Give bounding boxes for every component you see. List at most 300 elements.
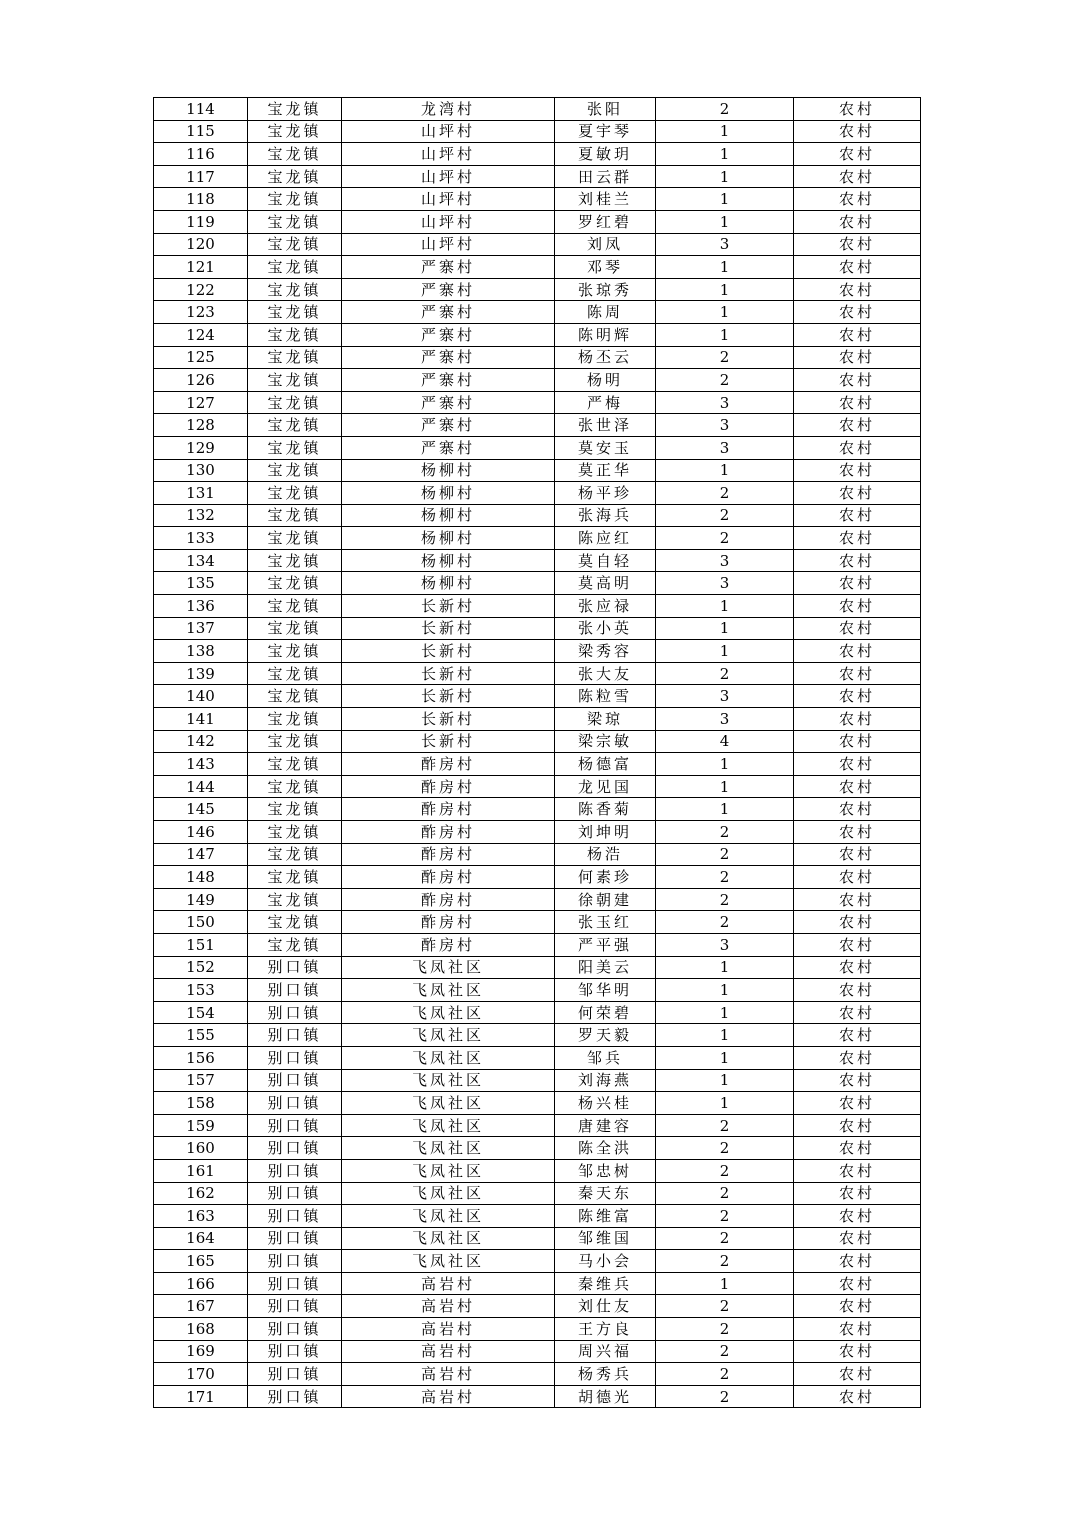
count-cell: 1 xyxy=(656,1272,794,1295)
count-cell: 4 xyxy=(656,730,794,753)
town-cell: 宝龙镇 xyxy=(248,595,342,618)
area-type-cell: 农村 xyxy=(794,256,921,279)
table-row xyxy=(154,572,921,595)
town-cell: 别口镇 xyxy=(248,1363,342,1386)
table-row xyxy=(154,1227,921,1250)
area-type-cell: 农村 xyxy=(794,572,921,595)
name-cell: 王方良 xyxy=(555,1318,656,1341)
table-row xyxy=(154,1092,921,1115)
town-cell: 别口镇 xyxy=(248,1137,342,1160)
town-cell: 宝龙镇 xyxy=(248,346,342,369)
area-type-cell: 农村 xyxy=(794,1092,921,1115)
name-cell: 何素珍 xyxy=(555,866,656,889)
name-cell: 严平强 xyxy=(555,933,656,956)
area-type-cell: 农村 xyxy=(794,730,921,753)
town-cell: 宝龙镇 xyxy=(248,821,342,844)
table-row xyxy=(154,1001,921,1024)
count-cell: 3 xyxy=(656,436,794,459)
table-row xyxy=(154,595,921,618)
town-cell: 宝龙镇 xyxy=(248,369,342,392)
area-type-cell: 农村 xyxy=(794,143,921,166)
name-cell: 刘凤 xyxy=(555,233,656,256)
area-type-cell: 农村 xyxy=(794,1046,921,1069)
town-cell: 宝龙镇 xyxy=(248,866,342,889)
area-type-cell: 农村 xyxy=(794,640,921,663)
area-type-cell: 农村 xyxy=(794,278,921,301)
village-cell: 杨柳村 xyxy=(342,572,555,595)
row-number-cell: 153 xyxy=(154,979,248,1002)
count-cell: 1 xyxy=(656,143,794,166)
village-cell: 酢房村 xyxy=(342,821,555,844)
village-cell: 飞凤社区 xyxy=(342,1182,555,1205)
table-row xyxy=(154,346,921,369)
count-cell: 2 xyxy=(656,1318,794,1341)
town-cell: 宝龙镇 xyxy=(248,911,342,934)
town-cell: 宝龙镇 xyxy=(248,549,342,572)
count-cell: 2 xyxy=(656,1363,794,1386)
row-number-cell: 159 xyxy=(154,1114,248,1137)
village-cell: 酢房村 xyxy=(342,753,555,776)
area-type-cell: 农村 xyxy=(794,821,921,844)
table-row xyxy=(154,753,921,776)
table-row xyxy=(154,165,921,188)
row-number-cell: 146 xyxy=(154,821,248,844)
row-number-cell: 114 xyxy=(154,98,248,121)
count-cell: 1 xyxy=(656,188,794,211)
row-number-cell: 127 xyxy=(154,391,248,414)
row-number-cell: 124 xyxy=(154,323,248,346)
area-type-cell: 农村 xyxy=(794,1205,921,1228)
area-type-cell: 农村 xyxy=(794,1182,921,1205)
area-type-cell: 农村 xyxy=(794,504,921,527)
count-cell: 1 xyxy=(656,278,794,301)
name-cell: 夏宇琴 xyxy=(555,120,656,143)
name-cell: 刘桂兰 xyxy=(555,188,656,211)
table-row xyxy=(154,843,921,866)
count-cell: 2 xyxy=(656,1182,794,1205)
town-cell: 宝龙镇 xyxy=(248,482,342,505)
table-row xyxy=(154,1046,921,1069)
town-cell: 别口镇 xyxy=(248,1182,342,1205)
name-cell: 徐朝建 xyxy=(555,888,656,911)
count-cell: 3 xyxy=(656,414,794,437)
area-type-cell: 农村 xyxy=(794,933,921,956)
row-number-cell: 147 xyxy=(154,843,248,866)
row-number-cell: 142 xyxy=(154,730,248,753)
area-type-cell: 农村 xyxy=(794,1272,921,1295)
row-number-cell: 122 xyxy=(154,278,248,301)
count-cell: 2 xyxy=(656,346,794,369)
table-row xyxy=(154,1205,921,1228)
table-row xyxy=(154,1182,921,1205)
count-cell: 2 xyxy=(656,1385,794,1408)
village-cell: 严寨村 xyxy=(342,301,555,324)
village-cell: 长新村 xyxy=(342,640,555,663)
row-number-cell: 158 xyxy=(154,1092,248,1115)
village-cell: 飞凤社区 xyxy=(342,979,555,1002)
row-number-cell: 117 xyxy=(154,165,248,188)
table-row xyxy=(154,504,921,527)
village-cell: 飞凤社区 xyxy=(342,1205,555,1228)
count-cell: 3 xyxy=(656,391,794,414)
name-cell: 邹忠树 xyxy=(555,1159,656,1182)
village-cell: 杨柳村 xyxy=(342,504,555,527)
area-type-cell: 农村 xyxy=(794,391,921,414)
village-cell: 山坪村 xyxy=(342,188,555,211)
area-type-cell: 农村 xyxy=(794,753,921,776)
table-row xyxy=(154,1114,921,1137)
count-cell: 2 xyxy=(656,504,794,527)
count-cell: 1 xyxy=(656,595,794,618)
table-row xyxy=(154,1024,921,1047)
table-row xyxy=(154,617,921,640)
count-cell: 1 xyxy=(656,165,794,188)
row-number-cell: 151 xyxy=(154,933,248,956)
town-cell: 宝龙镇 xyxy=(248,210,342,233)
row-number-cell: 150 xyxy=(154,911,248,934)
name-cell: 严梅 xyxy=(555,391,656,414)
area-type-cell: 农村 xyxy=(794,911,921,934)
count-cell: 2 xyxy=(656,866,794,889)
row-number-cell: 165 xyxy=(154,1250,248,1273)
count-cell: 1 xyxy=(656,1024,794,1047)
town-cell: 宝龙镇 xyxy=(248,323,342,346)
village-cell: 酢房村 xyxy=(342,888,555,911)
name-cell: 莫正华 xyxy=(555,459,656,482)
count-cell: 1 xyxy=(656,301,794,324)
town-cell: 宝龙镇 xyxy=(248,233,342,256)
town-cell: 别口镇 xyxy=(248,1159,342,1182)
village-cell: 长新村 xyxy=(342,730,555,753)
village-cell: 飞凤社区 xyxy=(342,1046,555,1069)
town-cell: 宝龙镇 xyxy=(248,572,342,595)
row-number-cell: 169 xyxy=(154,1340,248,1363)
row-number-cell: 167 xyxy=(154,1295,248,1318)
village-cell: 飞凤社区 xyxy=(342,1092,555,1115)
area-type-cell: 农村 xyxy=(794,1137,921,1160)
village-cell: 山坪村 xyxy=(342,165,555,188)
village-cell: 高岩村 xyxy=(342,1272,555,1295)
village-cell: 杨柳村 xyxy=(342,482,555,505)
table-row xyxy=(154,1272,921,1295)
count-cell: 2 xyxy=(656,843,794,866)
village-cell: 长新村 xyxy=(342,617,555,640)
name-cell: 莫高明 xyxy=(555,572,656,595)
area-type-cell: 农村 xyxy=(794,979,921,1002)
name-cell: 刘坤明 xyxy=(555,821,656,844)
area-type-cell: 农村 xyxy=(794,414,921,437)
village-cell: 长新村 xyxy=(342,708,555,731)
name-cell: 张阳 xyxy=(555,98,656,121)
town-cell: 宝龙镇 xyxy=(248,391,342,414)
table-row xyxy=(154,256,921,279)
count-cell: 2 xyxy=(656,98,794,121)
town-cell: 宝龙镇 xyxy=(248,459,342,482)
name-cell: 莫安玉 xyxy=(555,436,656,459)
town-cell: 别口镇 xyxy=(248,1250,342,1273)
count-cell: 2 xyxy=(656,369,794,392)
name-cell: 莫自轻 xyxy=(555,549,656,572)
town-cell: 宝龙镇 xyxy=(248,617,342,640)
table-row xyxy=(154,459,921,482)
row-number-cell: 154 xyxy=(154,1001,248,1024)
table-row xyxy=(154,1159,921,1182)
row-number-cell: 143 xyxy=(154,753,248,776)
village-cell: 飞凤社区 xyxy=(342,1159,555,1182)
row-number-cell: 164 xyxy=(154,1227,248,1250)
name-cell: 杨丕云 xyxy=(555,346,656,369)
row-number-cell: 141 xyxy=(154,708,248,731)
town-cell: 宝龙镇 xyxy=(248,165,342,188)
table-row xyxy=(154,1340,921,1363)
table-row xyxy=(154,821,921,844)
table-row xyxy=(154,956,921,979)
area-type-cell: 农村 xyxy=(794,301,921,324)
area-type-cell: 农村 xyxy=(794,595,921,618)
name-cell: 罗天毅 xyxy=(555,1024,656,1047)
name-cell: 邹兵 xyxy=(555,1046,656,1069)
count-cell: 2 xyxy=(656,821,794,844)
row-number-cell: 140 xyxy=(154,685,248,708)
row-number-cell: 144 xyxy=(154,775,248,798)
village-cell: 山坪村 xyxy=(342,143,555,166)
name-cell: 张世泽 xyxy=(555,414,656,437)
row-number-cell: 149 xyxy=(154,888,248,911)
name-cell: 邓琴 xyxy=(555,256,656,279)
area-type-cell: 农村 xyxy=(794,775,921,798)
table-row xyxy=(154,323,921,346)
count-cell: 2 xyxy=(656,1250,794,1273)
village-cell: 严寨村 xyxy=(342,323,555,346)
town-cell: 宝龙镇 xyxy=(248,888,342,911)
count-cell: 1 xyxy=(656,1046,794,1069)
row-number-cell: 171 xyxy=(154,1385,248,1408)
count-cell: 2 xyxy=(656,1227,794,1250)
row-number-cell: 139 xyxy=(154,662,248,685)
name-cell: 杨明 xyxy=(555,369,656,392)
village-cell: 严寨村 xyxy=(342,278,555,301)
area-type-cell: 农村 xyxy=(794,866,921,889)
count-cell: 2 xyxy=(656,482,794,505)
table-row xyxy=(154,143,921,166)
village-cell: 高岩村 xyxy=(342,1340,555,1363)
row-number-cell: 170 xyxy=(154,1363,248,1386)
count-cell: 2 xyxy=(656,1114,794,1137)
count-cell: 1 xyxy=(656,979,794,1002)
town-cell: 别口镇 xyxy=(248,1295,342,1318)
name-cell: 陈维富 xyxy=(555,1205,656,1228)
town-cell: 别口镇 xyxy=(248,1227,342,1250)
village-cell: 严寨村 xyxy=(342,414,555,437)
roster-body xyxy=(154,98,921,1408)
area-type-cell: 农村 xyxy=(794,233,921,256)
count-cell: 2 xyxy=(656,527,794,550)
village-cell: 长新村 xyxy=(342,685,555,708)
village-cell: 飞凤社区 xyxy=(342,1069,555,1092)
row-number-cell: 133 xyxy=(154,527,248,550)
village-cell: 杨柳村 xyxy=(342,459,555,482)
name-cell: 夏敏玥 xyxy=(555,143,656,166)
table-row xyxy=(154,1363,921,1386)
table-row xyxy=(154,979,921,1002)
name-cell: 杨秀兵 xyxy=(555,1363,656,1386)
name-cell: 田云群 xyxy=(555,165,656,188)
town-cell: 别口镇 xyxy=(248,1001,342,1024)
count-cell: 2 xyxy=(656,662,794,685)
area-type-cell: 农村 xyxy=(794,346,921,369)
table-row xyxy=(154,188,921,211)
village-cell: 飞凤社区 xyxy=(342,1227,555,1250)
town-cell: 宝龙镇 xyxy=(248,640,342,663)
name-cell: 张应禄 xyxy=(555,595,656,618)
name-cell: 张玉红 xyxy=(555,911,656,934)
count-cell: 2 xyxy=(656,888,794,911)
village-cell: 酢房村 xyxy=(342,843,555,866)
town-cell: 宝龙镇 xyxy=(248,685,342,708)
name-cell: 梁琼 xyxy=(555,708,656,731)
row-number-cell: 121 xyxy=(154,256,248,279)
area-type-cell: 农村 xyxy=(794,708,921,731)
area-type-cell: 农村 xyxy=(794,1114,921,1137)
table-row xyxy=(154,391,921,414)
row-number-cell: 155 xyxy=(154,1024,248,1047)
village-cell: 飞凤社区 xyxy=(342,956,555,979)
area-type-cell: 农村 xyxy=(794,1250,921,1273)
table-row xyxy=(154,1137,921,1160)
count-cell: 2 xyxy=(656,1295,794,1318)
town-cell: 宝龙镇 xyxy=(248,843,342,866)
row-number-cell: 128 xyxy=(154,414,248,437)
table-row xyxy=(154,482,921,505)
count-cell: 2 xyxy=(656,911,794,934)
area-type-cell: 农村 xyxy=(794,843,921,866)
town-cell: 别口镇 xyxy=(248,1024,342,1047)
table-row xyxy=(154,301,921,324)
town-cell: 宝龙镇 xyxy=(248,730,342,753)
count-cell: 1 xyxy=(656,753,794,776)
name-cell: 邹维国 xyxy=(555,1227,656,1250)
table-row xyxy=(154,1250,921,1273)
count-cell: 1 xyxy=(656,1069,794,1092)
town-cell: 别口镇 xyxy=(248,956,342,979)
name-cell: 周兴福 xyxy=(555,1340,656,1363)
village-cell: 严寨村 xyxy=(342,256,555,279)
count-cell: 1 xyxy=(656,956,794,979)
row-number-cell: 135 xyxy=(154,572,248,595)
count-cell: 1 xyxy=(656,459,794,482)
village-cell: 高岩村 xyxy=(342,1363,555,1386)
name-cell: 陈应红 xyxy=(555,527,656,550)
row-number-cell: 162 xyxy=(154,1182,248,1205)
table-row xyxy=(154,888,921,911)
area-type-cell: 农村 xyxy=(794,323,921,346)
row-number-cell: 126 xyxy=(154,369,248,392)
town-cell: 宝龙镇 xyxy=(248,278,342,301)
table-row xyxy=(154,527,921,550)
name-cell: 阳美云 xyxy=(555,956,656,979)
table-row xyxy=(154,662,921,685)
town-cell: 宝龙镇 xyxy=(248,662,342,685)
area-type-cell: 农村 xyxy=(794,956,921,979)
village-cell: 山坪村 xyxy=(342,120,555,143)
town-cell: 别口镇 xyxy=(248,1114,342,1137)
count-cell: 3 xyxy=(656,708,794,731)
count-cell: 2 xyxy=(656,1205,794,1228)
table-row xyxy=(154,798,921,821)
table-row xyxy=(154,933,921,956)
row-number-cell: 134 xyxy=(154,549,248,572)
table-row xyxy=(154,1385,921,1408)
row-number-cell: 131 xyxy=(154,482,248,505)
area-type-cell: 农村 xyxy=(794,482,921,505)
town-cell: 别口镇 xyxy=(248,1385,342,1408)
table-row xyxy=(154,369,921,392)
table-row xyxy=(154,866,921,889)
area-type-cell: 农村 xyxy=(794,165,921,188)
count-cell: 2 xyxy=(656,1137,794,1160)
town-cell: 宝龙镇 xyxy=(248,933,342,956)
area-type-cell: 农村 xyxy=(794,527,921,550)
name-cell: 何荣碧 xyxy=(555,1001,656,1024)
village-cell: 酢房村 xyxy=(342,866,555,889)
town-cell: 宝龙镇 xyxy=(248,708,342,731)
village-cell: 飞凤社区 xyxy=(342,1250,555,1273)
village-cell: 严寨村 xyxy=(342,369,555,392)
count-cell: 1 xyxy=(656,120,794,143)
count-cell: 3 xyxy=(656,233,794,256)
village-cell: 龙湾村 xyxy=(342,98,555,121)
town-cell: 宝龙镇 xyxy=(248,527,342,550)
area-type-cell: 农村 xyxy=(794,1069,921,1092)
village-cell: 长新村 xyxy=(342,662,555,685)
count-cell: 3 xyxy=(656,549,794,572)
area-type-cell: 农村 xyxy=(794,1385,921,1408)
row-number-cell: 136 xyxy=(154,595,248,618)
table-row xyxy=(154,414,921,437)
table-row xyxy=(154,730,921,753)
town-cell: 别口镇 xyxy=(248,979,342,1002)
row-number-cell: 132 xyxy=(154,504,248,527)
name-cell: 马小会 xyxy=(555,1250,656,1273)
count-cell: 1 xyxy=(656,1001,794,1024)
name-cell: 张海兵 xyxy=(555,504,656,527)
village-cell: 飞凤社区 xyxy=(342,1114,555,1137)
count-cell: 1 xyxy=(656,798,794,821)
area-type-cell: 农村 xyxy=(794,1340,921,1363)
table-row xyxy=(154,708,921,731)
area-type-cell: 农村 xyxy=(794,188,921,211)
table-row xyxy=(154,775,921,798)
area-type-cell: 农村 xyxy=(794,1024,921,1047)
area-type-cell: 农村 xyxy=(794,888,921,911)
town-cell: 别口镇 xyxy=(248,1069,342,1092)
town-cell: 别口镇 xyxy=(248,1318,342,1341)
area-type-cell: 农村 xyxy=(794,1159,921,1182)
table-row xyxy=(154,436,921,459)
count-cell: 2 xyxy=(656,1340,794,1363)
count-cell: 1 xyxy=(656,210,794,233)
row-number-cell: 157 xyxy=(154,1069,248,1092)
village-cell: 高岩村 xyxy=(342,1385,555,1408)
table-row xyxy=(154,120,921,143)
village-cell: 杨柳村 xyxy=(342,527,555,550)
table-row xyxy=(154,1295,921,1318)
village-cell: 飞凤社区 xyxy=(342,1001,555,1024)
table-row xyxy=(154,549,921,572)
row-number-cell: 123 xyxy=(154,301,248,324)
table-row xyxy=(154,278,921,301)
town-cell: 宝龙镇 xyxy=(248,753,342,776)
